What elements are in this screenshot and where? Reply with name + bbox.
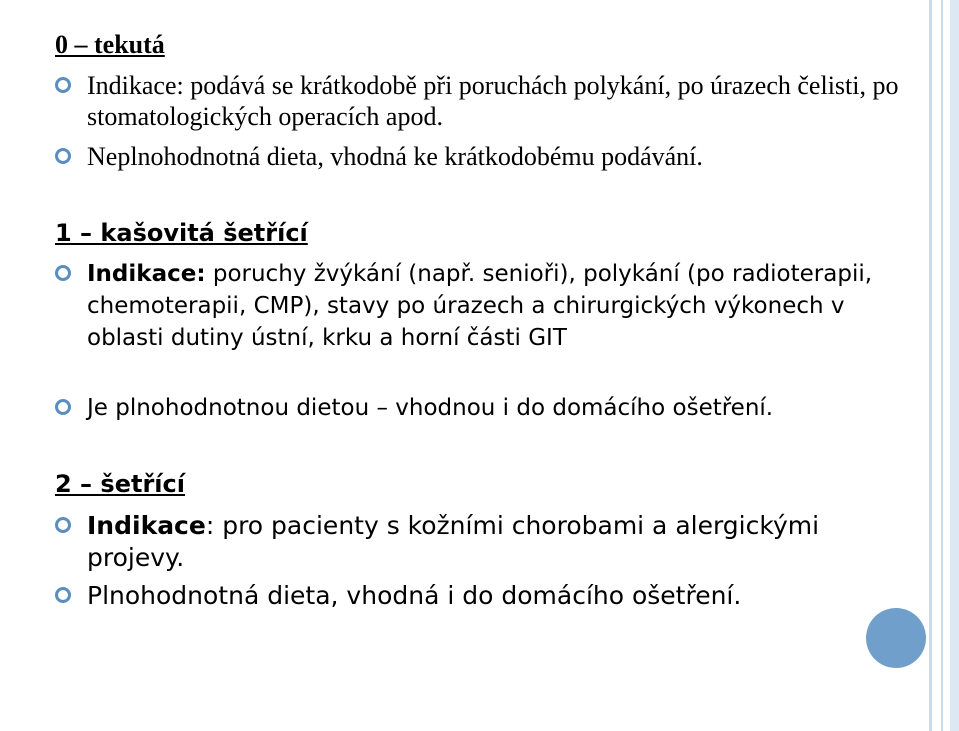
list-item-lead: Indikace: [87, 511, 206, 540]
section-heading-2: 2 – šetřící: [55, 470, 185, 498]
section-heading-1: 1 – kašovitá šetřící: [55, 219, 308, 247]
bullet-ring-icon: [55, 77, 71, 93]
bullet-ring-icon: [55, 265, 71, 281]
list-item-body: [87, 510, 915, 574]
bullet-ring-icon: [55, 148, 71, 164]
bullet-ring-icon: [55, 587, 71, 603]
bullet-ring-icon: [55, 399, 71, 415]
list-item: [55, 141, 915, 173]
list-item-text: poruchy žvýkání (např. senioři), polykání (po radioterapii, chemoterapii, CMP), stavy po úrazech a chirurgických výkonech v oblasti dutiny ústní, krku a horní části GIT: [87, 261, 873, 351]
frame-line: [929, 0, 932, 731]
list-item-text: Plnohodnotná dieta, vhodná i do domácího ošetření.: [87, 581, 742, 610]
list-item: [55, 392, 915, 424]
section-heading-0: 0 – tekutá: [55, 30, 165, 59]
list-item: [55, 70, 915, 132]
list-item-text: Je plnohodnotnou dietou – vhodnou i do domácího ošetření.: [87, 395, 774, 421]
list-item: [55, 580, 915, 612]
list-item-text: Indikace: podává se krátkodobě při poruchách polykání, po úrazech čelisti, po stomatologických operacích apod.: [87, 71, 899, 131]
bullet-ring-icon: [55, 517, 71, 533]
decorative-circle: [866, 608, 926, 668]
list-item-text: Neplnohodnotná dieta, vhodná ke krátkodobému podávání.: [87, 142, 703, 171]
frame-line: [950, 0, 959, 731]
list-item-lead: Indikace:: [87, 261, 206, 287]
list-item-text: : pro pacienty s kožními chorobami a alergickými projevy.: [87, 511, 820, 572]
list-item-body: [87, 258, 915, 354]
list-item: [55, 258, 915, 354]
list-item: [55, 510, 915, 574]
frame-line: [941, 0, 943, 731]
